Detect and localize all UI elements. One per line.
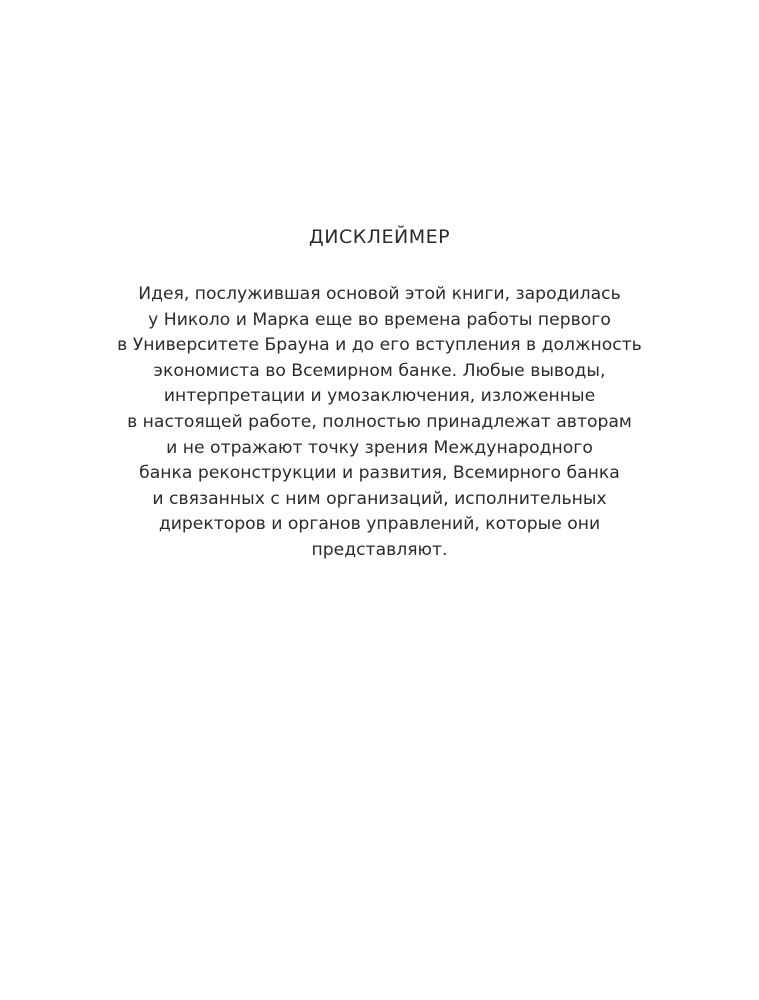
paragraph-line: интерпретации и умозаключения, изложенные — [163, 386, 596, 407]
paragraph-line: у Николо и Марка еще во времена работы первого — [148, 309, 611, 330]
paragraph-line: Идея, послужившая основой этой книги, зародилась — [138, 284, 621, 304]
page-title: ДИСКЛЕЙМЕР — [308, 226, 451, 248]
paragraph-line: в Университете Брауна и до его вступления в должность — [117, 335, 642, 356]
paragraph-line: директоров и органов управлений, которые они — [158, 514, 601, 535]
paragraph-line: и не отражают точку зрения Международного — [166, 437, 593, 458]
paragraph-line: экономиста во Всемирном банке. Любые выводы, — [153, 360, 606, 381]
paragraph-line: банка реконструкции и развития, Всемирного банка — [139, 463, 620, 484]
paragraph-line: в настоящей работе, полностью принадлежат авторам — [127, 411, 632, 432]
paragraph-line: и связанных с ним организаций, исполнительных — [152, 488, 607, 509]
disclaimer-paragraph — [0, 282, 759, 564]
paragraph-line: представляют. — [311, 539, 448, 560]
